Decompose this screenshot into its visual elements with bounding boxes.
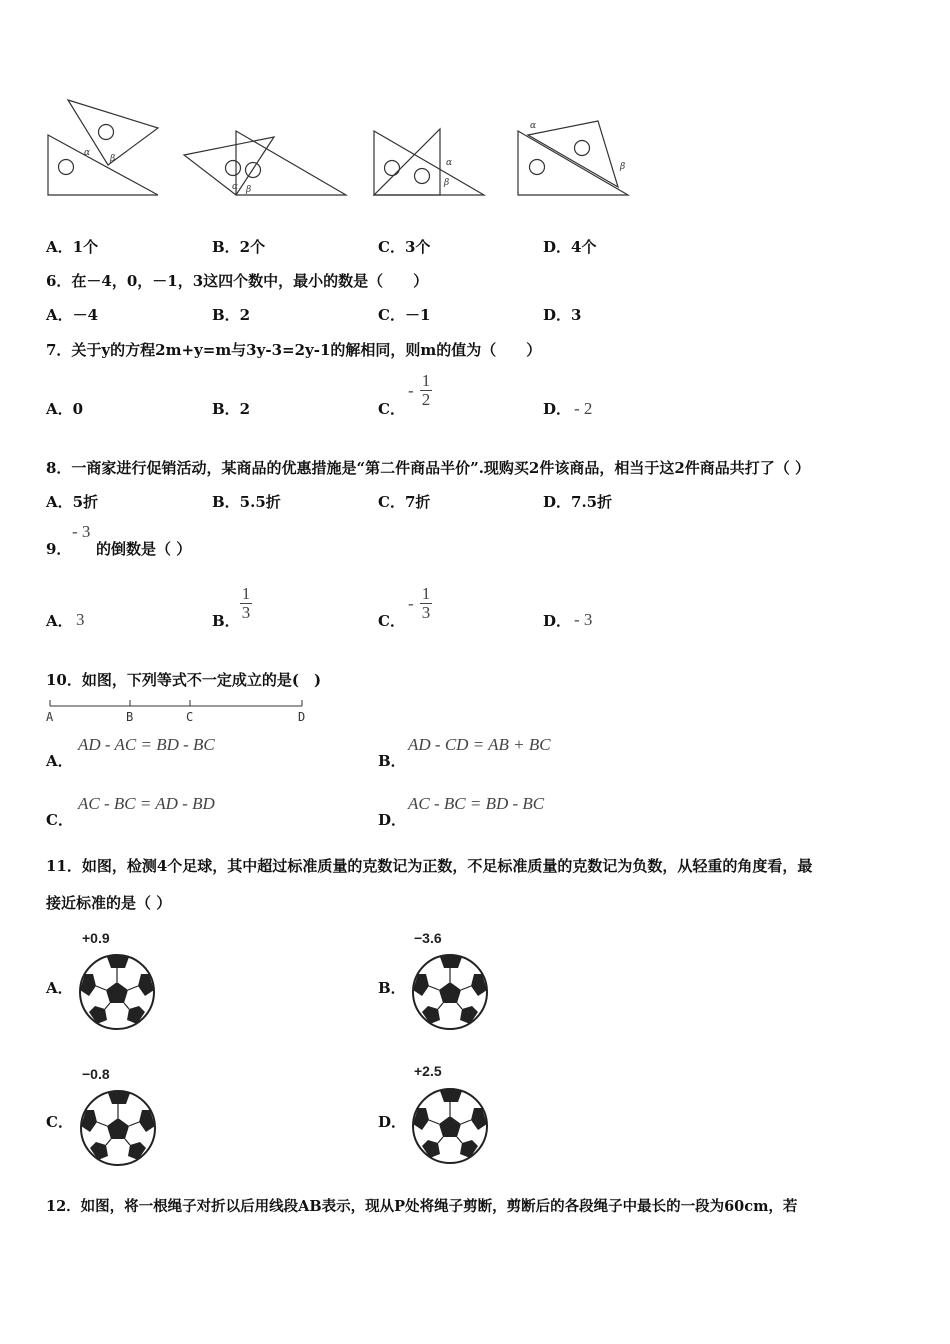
fraction-denominator: 3 (421, 603, 431, 622)
q7-option-b: B．2 (212, 400, 251, 418)
q9-option-d-value: - 3 (574, 610, 593, 629)
q10-option-c-label: C． (46, 811, 73, 829)
point-c-label: C (186, 710, 194, 724)
q10-option-c-expr: AC - BC = AD - BD (78, 794, 215, 813)
point-d-label: D (298, 710, 306, 724)
beta-label: β (110, 154, 116, 164)
q11-stem-line1: 11．如图，检测4个足球，其中超过标准质量的克数记为正数，不足标准质量的克数记为负数，从轻重的角度看，最 (46, 857, 813, 875)
q10-option-b-label: B． (378, 752, 406, 770)
q7-option-c-fraction (420, 372, 432, 409)
ball-b-value: −3.6 (414, 930, 442, 946)
q7-option-c-label: C． (378, 400, 405, 418)
q8-stem: 8．一商家进行促销活动，某商品的优惠措施是“第二件商品半价”.现购买2件该商品，相当于这2件商品共打了（ ） (46, 459, 811, 477)
q5-figure-2 (184, 131, 346, 195)
q10-option-d-expr: AC - BC = BD - BC (408, 794, 545, 813)
q5-option-c: C．3个 (378, 238, 431, 256)
alpha-label: α (530, 121, 537, 131)
q8-option-c: C．7折 (378, 493, 431, 511)
q5-figure-4 (518, 121, 628, 195)
q9-option-b-label: B． (212, 612, 240, 630)
q7-option-d-label: D． (543, 400, 572, 418)
q9-option-c-label: C． (378, 612, 405, 630)
q8-option-d: D．7.5折 (543, 493, 613, 511)
q9-option-b-fraction (240, 585, 252, 622)
q6-option-d: D．3 (543, 306, 582, 324)
q9-number: 9． (46, 540, 72, 558)
ball-d-value: +2.5 (414, 1063, 442, 1079)
q6-option-b: B．2 (212, 306, 251, 324)
q9-option-d-label: D． (543, 612, 572, 630)
soccer-ball-icon (410, 1086, 490, 1166)
q7-stem: 7．关于y的方程2m+y=m与3y-3=2y-1的解相同，则m的值为（ ） (46, 341, 542, 359)
q10-option-d-label: D． (378, 811, 407, 829)
fraction-numerator: 1 (421, 584, 431, 603)
q7-option-a: A．0 (46, 400, 84, 418)
q10-option-a-expr: AD - AC = BD - BC (78, 735, 215, 754)
q11-option-a-label: A． (46, 979, 73, 997)
beta-label: β (444, 178, 450, 188)
q9-option-c-fraction (420, 585, 432, 622)
q5-figures (40, 95, 640, 205)
q6-stem: 6．在－4，0，－1，3这四个数中，最小的数是（ ） (46, 272, 429, 290)
q10-option-b-expr: AD - CD = AB + BC (408, 735, 551, 754)
q5-option-a: A．1个 (46, 238, 99, 256)
q5-figure-3 (374, 129, 484, 195)
q7-option-c-sign: - (408, 381, 414, 400)
q6-option-a: A．－4 (46, 306, 99, 324)
ball-a-value: +0.9 (82, 930, 110, 946)
beta-label: β (246, 185, 252, 195)
q11-option-b-label: B． (378, 979, 406, 997)
q12-stem: 12．如图，将一根绳子对折以后用线段AB表示，现从P处将绳子剪断，剪断后的各段绳子中最长的一段为60cm，若 (46, 1198, 798, 1215)
ball-c-value: −0.8 (82, 1066, 110, 1082)
q9-option-a-value: 3 (76, 610, 85, 629)
fraction-numerator: 1 (421, 371, 431, 390)
soccer-ball-icon (410, 952, 490, 1032)
q9-option-c-sign: - (408, 594, 414, 613)
q9-value: - 3 (72, 522, 91, 541)
point-a-label: A (46, 710, 54, 724)
q11-option-c-label: C． (46, 1113, 73, 1131)
q7-option-d-value: - 2 (574, 399, 593, 418)
alpha-label: α (84, 148, 91, 158)
beta-label: β (620, 162, 626, 172)
q5-option-b: B．2个 (212, 238, 266, 256)
alpha-label: α (232, 182, 239, 192)
q11-stem-line2: 接近标准的是（ ） (46, 894, 172, 912)
q10-option-a-label: A． (46, 752, 73, 770)
q5-option-d: D．4个 (543, 238, 597, 256)
q9-option-a-label: A． (46, 612, 73, 630)
q5-figure-1 (48, 100, 158, 195)
point-b-label: B (126, 710, 134, 724)
soccer-ball-icon (78, 1088, 158, 1168)
q6-option-c: C．－1 (378, 306, 431, 324)
alpha-label: α (446, 158, 453, 168)
q8-option-a: A．5折 (46, 493, 99, 511)
fraction-numerator: 1 (241, 584, 251, 603)
q10-line-figure (44, 696, 314, 726)
fraction-denominator: 2 (421, 390, 431, 409)
q8-option-b: B．5.5折 (212, 493, 281, 511)
q9-stem: 的倒数是（ ） (96, 540, 192, 558)
q10-stem: 10．如图，下列等式不一定成立的是( ) (46, 671, 322, 689)
soccer-ball-icon (77, 952, 157, 1032)
fraction-denominator: 3 (241, 603, 251, 622)
q11-option-d-label: D． (378, 1113, 407, 1131)
